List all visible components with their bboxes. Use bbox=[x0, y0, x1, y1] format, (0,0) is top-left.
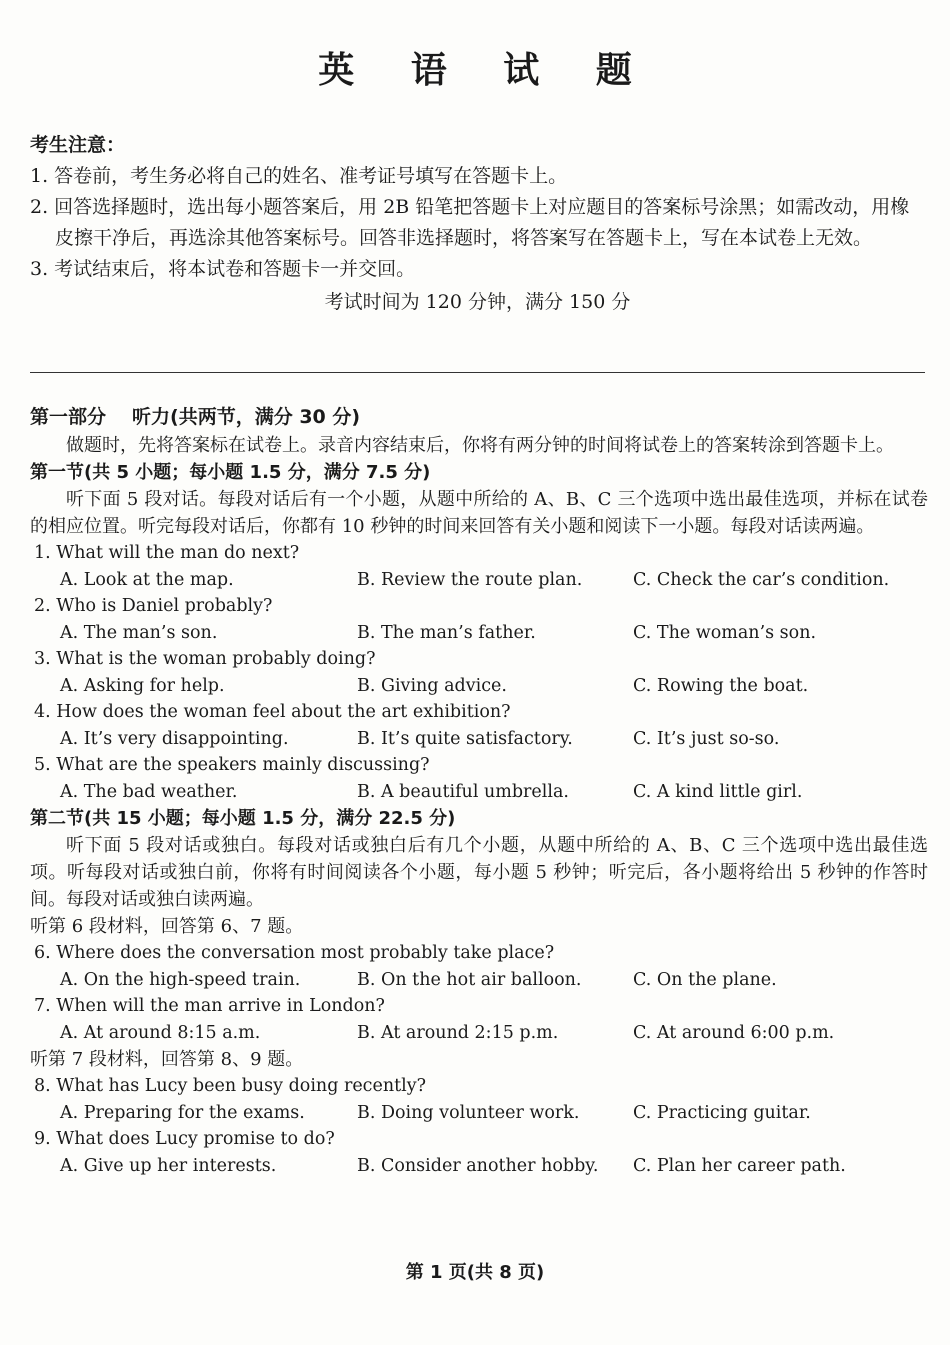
page-title: 英 语 试 题 bbox=[318, 50, 654, 91]
section1-intro: 听下面 5 段对话。每段对话后有一个小题，从题中所给的 A、B、C 三个选项中选出最佳选项，并标在试卷的相应位置。听完每段对话后，你都有 10 秒钟的时间来回答有关小题和阅读下一小题。每段对话读两遍。 bbox=[30, 489, 928, 537]
section2-intro: 听下面 5 段对话或独白。每段对话或独白后有几个小题，从题中所给的 A、B、C 三个选项中选出最佳选项。听每段对话或独白前，你将有时间阅读各个小题，每小题 5 秒钟；听完后，各小题将给出 5 秒钟的作答时间。每段对话或独白读两遍。 bbox=[30, 835, 928, 910]
option-a: A. Give up her interests. bbox=[60, 1155, 277, 1176]
option-b: B. Doing volunteer work. bbox=[357, 1102, 580, 1123]
listening-part bbox=[30, 402, 928, 1179]
option-a: A. The man’s son. bbox=[60, 622, 218, 643]
option-b: B. It’s quite satisfactory. bbox=[357, 728, 573, 749]
question-7: 7. When will the man arrive in London? bbox=[34, 996, 385, 1016]
notice-item-2: 2. 回答选择题时，选出每小题答案后，用 2B 铅笔把答题卡上对应题目的答案标号涂黑；如需改动，用橡皮擦干净后，再选涂其他答案标号。回答非选择题时，将答案写在答题卡上，写在本试卷上无效。 bbox=[30, 196, 910, 249]
part1-title: 听力(共两节，满分 30 分) bbox=[132, 406, 361, 428]
question-9-options bbox=[30, 1153, 928, 1180]
option-c: C. A kind little girl. bbox=[633, 781, 803, 802]
option-a: A. Look at the map. bbox=[60, 569, 234, 590]
option-c: C. Rowing the boat. bbox=[633, 675, 809, 696]
question-1-options bbox=[30, 567, 928, 594]
question-7-options bbox=[30, 1020, 928, 1047]
exam-time: 考试时间为 120 分钟，满分 150 分 bbox=[324, 291, 631, 313]
notice-item-3: 3. 考试结束后，将本试卷和答题卡一并交回。 bbox=[30, 258, 416, 280]
question-9: 9. What does Lucy promise to do? bbox=[34, 1129, 335, 1149]
option-c: C. At around 6:00 p.m. bbox=[633, 1022, 835, 1043]
part1-intro: 做题时，先将答案标在试卷上。录音内容结束后，你将有两分钟的时间将试卷上的答案转涂到答题卡上。 bbox=[66, 435, 894, 456]
option-b: B. A beautiful umbrella. bbox=[357, 781, 569, 802]
question-4-options bbox=[30, 726, 928, 753]
question-6: 6. Where does the conversation most probably take place? bbox=[34, 943, 555, 963]
part1-label: 第一部分 bbox=[30, 406, 107, 428]
notice-heading: 考生注意： bbox=[30, 134, 126, 156]
option-b: B. At around 2:15 p.m. bbox=[357, 1022, 559, 1043]
page-number: 第 1 页(共 8 页) bbox=[405, 1262, 545, 1283]
question-5: 5. What are the speakers mainly discussing? bbox=[34, 755, 430, 775]
option-a: A. The bad weather. bbox=[60, 781, 238, 802]
question-4: 4. How does the woman feel about the art exhibition? bbox=[34, 702, 511, 722]
option-c: C. Practicing guitar. bbox=[633, 1102, 811, 1123]
candidate-notice bbox=[30, 130, 925, 318]
option-b: B. The man’s father. bbox=[357, 622, 536, 643]
option-a: A. Preparing for the exams. bbox=[60, 1102, 305, 1123]
question-3-options bbox=[30, 673, 928, 700]
option-b: B. Consider another hobby. bbox=[357, 1155, 599, 1176]
question-2-options bbox=[30, 620, 928, 647]
option-a: A. Asking for help. bbox=[60, 675, 225, 696]
option-a: A. It’s very disappointing. bbox=[60, 728, 289, 749]
option-b: B. On the hot air balloon. bbox=[357, 969, 582, 990]
material-7-instruction: 听第 7 段材料，回答第 8、9 题。 bbox=[30, 1049, 304, 1070]
question-1: 1. What will the man do next? bbox=[34, 543, 300, 563]
option-c: C. It’s just so-so. bbox=[633, 728, 780, 749]
option-b: B. Giving advice. bbox=[357, 675, 507, 696]
option-c: C. The woman’s son. bbox=[633, 622, 817, 643]
section1-questions bbox=[30, 540, 928, 805]
question-8-options bbox=[30, 1100, 928, 1127]
question-6-options bbox=[30, 967, 928, 994]
question-8: 8. What has Lucy been busy doing recently? bbox=[34, 1076, 427, 1096]
option-a: A. On the high-speed train. bbox=[60, 969, 301, 990]
question-2: 2. Who is Daniel probably? bbox=[34, 596, 273, 616]
section2-heading: 第二节(共 15 小题；每小题 1.5 分，满分 22.5 分) bbox=[30, 808, 456, 829]
notice-item-1: 1. 答卷前，考生务必将自己的姓名、准考证号填写在答题卡上。 bbox=[30, 165, 568, 187]
part1-heading bbox=[30, 402, 928, 432]
option-a: A. At around 8:15 a.m. bbox=[60, 1022, 261, 1043]
section1-heading: 第一节(共 5 小题；每小题 1.5 分，满分 7.5 分) bbox=[30, 462, 431, 483]
option-c: C. On the plane. bbox=[633, 969, 777, 990]
material-6-instruction: 听第 6 段材料，回答第 6、7 题。 bbox=[30, 916, 304, 937]
option-c: C. Plan her career path. bbox=[633, 1155, 846, 1176]
divider-line bbox=[30, 372, 925, 373]
option-c: C. Check the car’s condition. bbox=[633, 569, 890, 590]
option-b: B. Review the route plan. bbox=[357, 569, 583, 590]
question-5-options bbox=[30, 779, 928, 806]
question-3: 3. What is the woman probably doing? bbox=[34, 649, 376, 669]
